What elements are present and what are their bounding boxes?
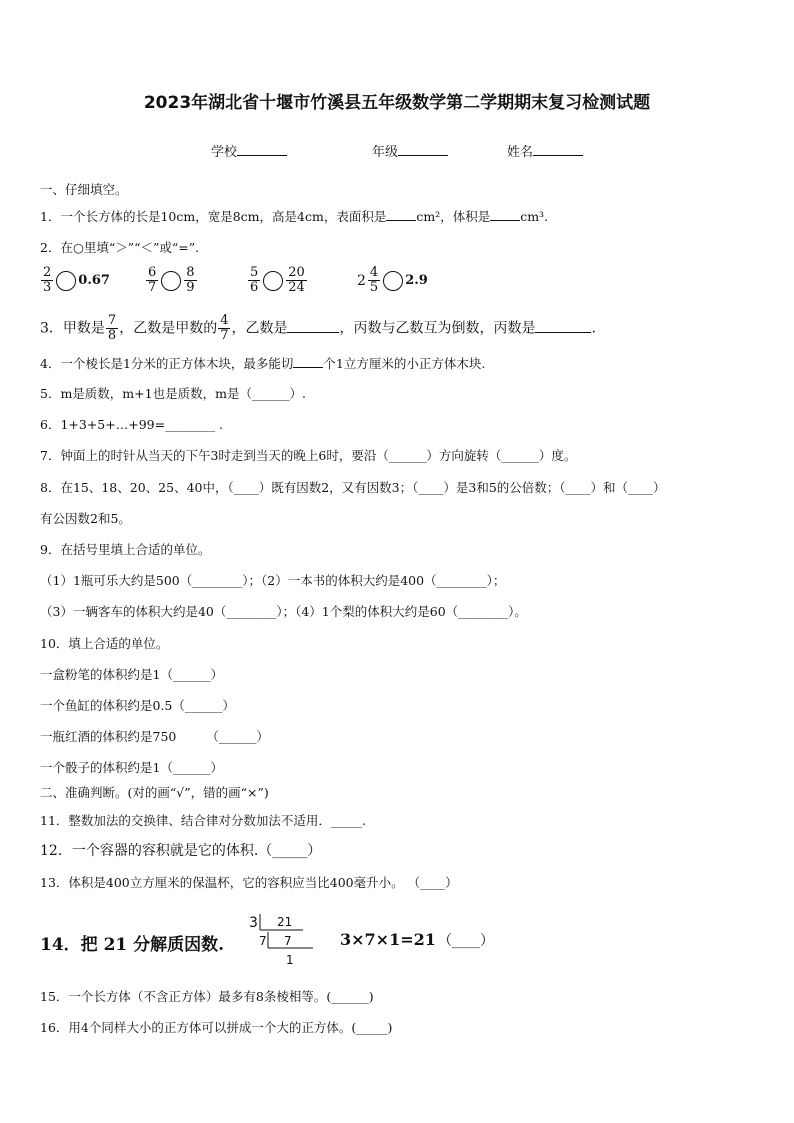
fraction: $\frac{2}{3}$ (43, 265, 52, 295)
q4-text-a: 4．一个棱长是1分米的正方体木块，最多能切 (40, 356, 294, 371)
compare-circle[interactable] (263, 271, 283, 291)
q3-text-b: ，乙数是甲数的 (119, 320, 218, 337)
compare-circle[interactable] (56, 271, 76, 291)
question-6: 6．1+3+5+…+99=________ . (40, 417, 224, 432)
school-blank[interactable] (237, 143, 287, 156)
compare-circle[interactable] (383, 271, 403, 291)
question-10-item-3 (40, 729, 269, 745)
fraction: $\frac{7}{8}$ (107, 313, 117, 343)
q3-text-d: ，丙数与乙数互为倒数，丙数是 (339, 320, 536, 337)
question-15: 15．一个长方体（不含正方体）最多有8条棱相等。(______) (40, 989, 374, 1004)
school-label: 学校 (211, 145, 238, 160)
q10-item-3-text: 一瓶红酒的体积约是750 (40, 729, 177, 744)
q14-answer-blank[interactable]: （____） (438, 933, 494, 949)
question-14 (40, 912, 760, 970)
question-3 (40, 314, 596, 343)
page-title: 2023年湖北省十堰市竹溪县五年级数学第二学期期末复习检测试题 (143, 93, 651, 113)
section-2-heading: 二、准确判断。(对的画“√”，错的画“×”) (40, 785, 269, 800)
compare-value: 0.67 (78, 273, 110, 288)
question-8-line-2: 有公因数2和5。 (40, 511, 131, 526)
compare-item-1 (40, 266, 110, 295)
compare-item-4 (357, 266, 428, 295)
q3-text-e: . (591, 320, 596, 337)
question-1 (40, 208, 548, 225)
question-10-item-1: 一盒粉笔的体积约是1（______） (40, 667, 223, 682)
question-16: 16．用4个同样大小的正方体可以拼成一个大的正方体。(_____) (40, 1020, 393, 1035)
question-10-item-2: 一个鱼缸的体积约是0.5（______） (40, 698, 235, 713)
school-field[interactable] (211, 141, 287, 160)
question-2: 2．在○里填“＞”“＜”或“=”. (40, 240, 200, 255)
name-blank[interactable] (533, 143, 583, 156)
q4-text-b: 个1立方厘米的小正方体木块. (323, 356, 486, 371)
fraction: $\frac{4}{5}$ (369, 265, 379, 295)
q1-text-a: 1．一个长方体的长是10cm，宽是8cm，高是4cm，表面积是 (40, 209, 387, 224)
fraction: $\frac{4}{7}$ (220, 313, 229, 343)
question-7: 7．钟面上的时针从当天的下午3时走到当天的晚上6时，要沿（______）方向旋转（______）度。 (40, 448, 577, 463)
divisor-1: 3 (249, 915, 258, 931)
question-9-part-2: （3）一辆客车的体积大约是40（________）；（4）1个梨的体积大约是60（________）。 (40, 604, 527, 619)
q1-blank-2[interactable] (490, 208, 520, 221)
question-9-part-1: （1）1瓶可乐大约是500（________）；（2）一本书的体积大约是400（________）； (40, 573, 506, 588)
q1-text-c: cm³. (520, 209, 549, 224)
q10-item-3-blank[interactable]: （______） (206, 729, 269, 744)
grade-blank[interactable] (398, 143, 448, 156)
compare-item-2 (145, 266, 198, 295)
question-10-item-4: 一个骰子的体积约是1（______） (40, 760, 223, 775)
q1-blank-1[interactable] (386, 208, 416, 221)
section-1-heading: 一、仔细填空。 (40, 182, 128, 197)
compare-value: 2.9 (405, 273, 428, 288)
q4-blank[interactable] (293, 355, 323, 368)
mixed-integer: 2 (357, 272, 366, 289)
grade-field[interactable] (372, 141, 448, 160)
name-label: 姓名 (507, 145, 534, 160)
q3-text-c: ，乙数是 (231, 320, 288, 337)
question-5: 5．m是质数，m+1也是质数，m是（______）. (40, 386, 306, 401)
question-9: 9．在括号里填上合适的单位。 (40, 542, 211, 557)
question-4 (40, 355, 485, 372)
fraction: $\frac{6}{7}$ (148, 265, 157, 295)
question-10: 10．填上合适的单位。 (40, 636, 169, 651)
fraction: $\frac{5}{6}$ (250, 265, 259, 295)
dividend-2: 7 (284, 934, 292, 948)
fraction: $\frac{20}{24}$ (288, 265, 305, 295)
compare-item-3 (247, 266, 308, 295)
dividend-1: 21 (277, 915, 293, 929)
fraction: $\frac{8}{9}$ (186, 265, 195, 295)
grade-label: 年级 (372, 145, 399, 160)
compare-circle[interactable] (161, 271, 181, 291)
q1-text-b: cm²，体积是 (416, 209, 491, 224)
question-8-line-1: 8．在15、18、20、25、40中，（____）既有因数2，又有因数3；（____）是3和5的公倍数；（____）和（____） (40, 480, 666, 495)
q3-blank-2[interactable] (535, 320, 591, 333)
quotient: 1 (286, 953, 294, 967)
q14-equation: 3×7×1=21 (340, 930, 436, 949)
q3-text-a: 3．甲数是 (40, 320, 105, 337)
question-11: 11．整数加法的交换律、结合律对分数加法不适用．_____. (40, 813, 367, 828)
q3-blank-1[interactable] (287, 320, 339, 333)
question-13: 13．体积是400立方厘米的保温杯，它的容积应当比400毫升小。 （____） (40, 875, 458, 890)
question-12: 12．一个容器的容积就是它的体积.（_____） (40, 843, 322, 859)
name-field[interactable] (507, 141, 583, 160)
divisor-2: 7 (259, 934, 267, 948)
q14-text: 14．把 21 分解质因数. (40, 935, 225, 955)
